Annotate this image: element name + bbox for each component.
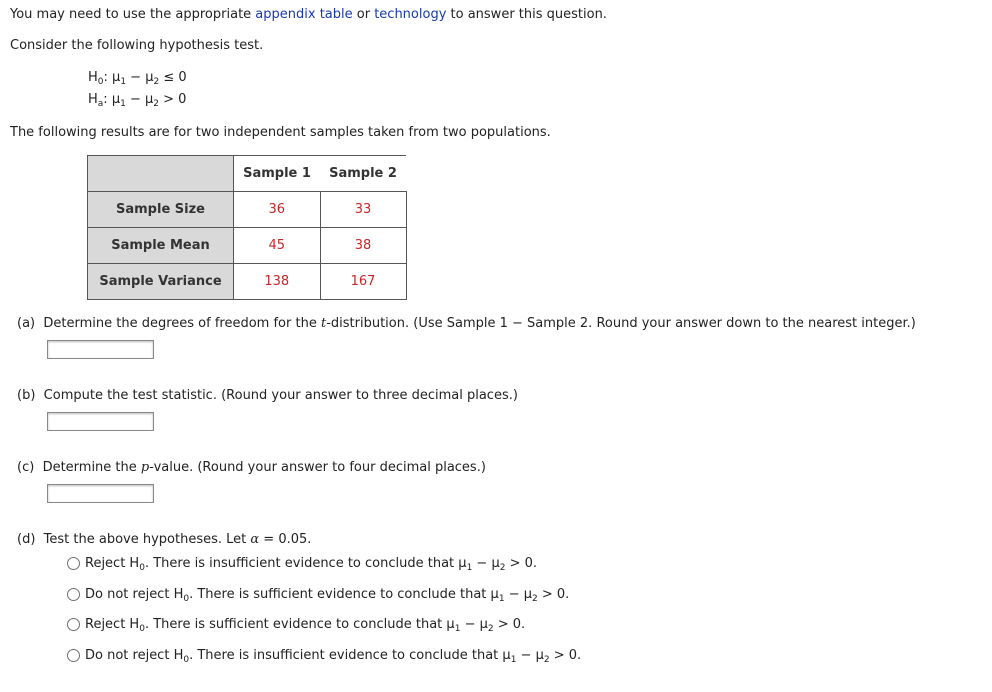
sample-1-variance: 138 [234, 264, 321, 300]
option-2-radio[interactable] [67, 588, 80, 601]
row-label-sample-mean: Sample Mean [88, 228, 234, 264]
appendix-table-link[interactable]: appendix table [255, 7, 353, 22]
table-header-row [88, 156, 407, 192]
sample-1-mean: 45 [234, 228, 321, 264]
row-label-sample-size: Sample Size [88, 192, 234, 228]
part-d-question: (d) Test the above hypotheses. Let α = 0.05. [17, 532, 312, 547]
option-2-label[interactable]: Do not reject $H_0$. There is sufficient evidence to conclude that $\mu_1 - \mu_2 > 0$. [85, 587, 570, 604]
intro-text: You may need to use the appropriate appendix table or technology to answer this question. [10, 7, 607, 22]
header-sample-1: Sample 1 [234, 156, 321, 192]
p-value-input[interactable] [47, 484, 154, 503]
results-text: The following results are for two independent samples taken from two populations. [10, 125, 551, 140]
row-label-sample-variance: Sample Variance [88, 264, 234, 300]
option-3-label[interactable]: Reject $H_0$. There is sufficient evidence to conclude that $\mu_1 - \mu_2 > 0$. [85, 617, 526, 634]
test-statistic-input[interactable] [47, 412, 154, 431]
sample-1-size: 36 [234, 192, 321, 228]
header-sample-2: Sample 2 [320, 156, 406, 192]
part-b-question: (b) Compute the test statistic. (Round your answer to three decimal places.) [17, 388, 518, 403]
option-4-radio[interactable] [67, 649, 80, 662]
part-c-question: (c) Determine the p-value. (Round your answer to four decimal places.) [17, 460, 486, 475]
alternative-hypothesis: $H_a$: $\mu_1 - \mu_2 > 0$ [88, 92, 187, 109]
table-row [88, 228, 407, 264]
table-row [88, 264, 407, 300]
null-hypothesis: $H_0$: $\mu_1 - \mu_2 \le 0$ [88, 70, 187, 87]
sample-2-size: 33 [320, 192, 406, 228]
technology-link[interactable]: technology [374, 7, 447, 22]
sample-data-table [87, 155, 407, 300]
table-corner-cell [88, 156, 234, 192]
sample-2-variance: 167 [320, 264, 406, 300]
table-row [88, 192, 407, 228]
option-3-radio[interactable] [67, 618, 80, 631]
consider-text: Consider the following hypothesis test. [10, 38, 264, 53]
option-1-radio[interactable] [67, 557, 80, 570]
degrees-of-freedom-input[interactable] [47, 340, 154, 359]
option-1-label[interactable]: Reject $H_0$. There is insufficient evidence to conclude that $\mu_1 - \mu_2 > 0$. [85, 556, 538, 573]
option-4-label[interactable]: Do not reject $H_0$. There is insufficient evidence to conclude that $\mu_1 - \mu_2 > 0$. [85, 648, 582, 665]
sample-2-mean: 38 [320, 228, 406, 264]
part-a-question: (a) Determine the degrees of freedom for the t-distribution. (Use Sample 1 − Sample 2. Round your answer down to the nearest integer.) [17, 316, 916, 331]
